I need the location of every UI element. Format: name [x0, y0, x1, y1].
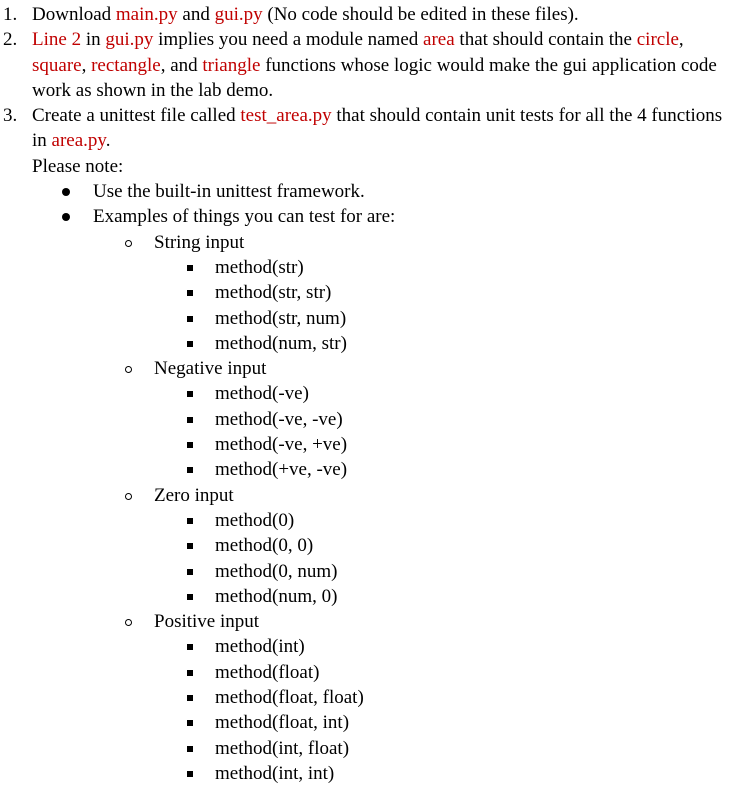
leaf-item: [0, 280, 743, 305]
square-bullet-icon: [187, 746, 193, 752]
leaf-text: method(int, int): [215, 762, 335, 784]
leaf-item: [0, 306, 743, 331]
leaf-item: [0, 710, 743, 735]
bullet-dot-icon: [62, 188, 70, 196]
sub-item-heading: [0, 230, 743, 255]
leaf-item: [0, 381, 743, 406]
highlighted-term: main.py: [115, 4, 178, 25]
bullet-list: [0, 179, 743, 786]
sub-item-heading: [0, 609, 743, 634]
sub-list: [93, 230, 743, 787]
leaf-text: method(float, float): [215, 687, 364, 709]
square-bullet-icon: [187, 771, 193, 777]
square-bullet-icon: [187, 594, 193, 600]
square-bullet-icon: [187, 518, 193, 524]
circle-bullet-icon: [125, 366, 132, 373]
leaf-text: method(-ve, -ve): [215, 408, 343, 430]
numbered-item: [0, 2, 743, 27]
square-bullet-icon: [187, 543, 193, 549]
leaf-text: method(-ve, +ve): [215, 434, 348, 456]
sub-item: [93, 609, 743, 786]
square-bullet-icon: [187, 442, 193, 448]
circle-bullet-icon: [125, 493, 132, 500]
leaf-list: [93, 508, 743, 609]
leaf-item: [0, 331, 743, 356]
sub-item: [93, 483, 743, 609]
square-bullet-icon: [187, 417, 193, 423]
leaf-text: method(float): [215, 661, 320, 683]
item-text: Download: [32, 4, 116, 25]
item-text: ,: [678, 29, 684, 51]
leaf-text: method(0): [215, 509, 295, 531]
sub-item: [93, 230, 743, 356]
sub-item-heading: [0, 356, 743, 381]
numbered-item: [0, 103, 743, 154]
square-bullet-icon: [187, 467, 193, 473]
sub-item-heading: [0, 483, 743, 508]
circle-bullet-icon: [125, 619, 132, 626]
numbered-item: [0, 27, 743, 103]
item-text: that should contain unit tests for all the 4 functions in: [32, 105, 723, 152]
leaf-text: method(int): [215, 636, 305, 658]
leaf-list: [93, 255, 743, 356]
leaf-item: [0, 508, 743, 533]
highlighted-term: gui.py: [214, 4, 263, 25]
leaf-item: [0, 660, 743, 685]
leaf-text: method(int, float): [215, 737, 350, 759]
sub-item-title: String input: [154, 231, 245, 253]
item-text: implies you need a module named: [153, 29, 424, 51]
numbered-list: [0, 2, 743, 154]
item-number: 2.: [3, 29, 18, 51]
note-label: Please note:: [32, 155, 124, 177]
square-bullet-icon: [187, 265, 193, 271]
highlighted-term: Line 2: [32, 29, 82, 51]
highlighted-term: circle: [636, 29, 679, 51]
leaf-list: [93, 381, 743, 482]
item-text: , and: [160, 54, 203, 76]
bullet-item: [0, 204, 743, 786]
highlighted-term: triangle: [202, 54, 261, 76]
highlighted-term: area: [423, 29, 455, 51]
leaf-item: [0, 559, 743, 584]
square-bullet-icon: [187, 644, 193, 650]
item-text: functions whose logic would make the gui application code work as shown in the lab demo.: [32, 54, 717, 101]
leaf-text: method(str, num): [215, 307, 347, 329]
item-text: ,: [81, 54, 92, 76]
leaf-item: [0, 457, 743, 482]
square-bullet-icon: [187, 670, 193, 676]
leaf-item: [0, 584, 743, 609]
sub-item-title: Positive input: [154, 611, 260, 633]
leaf-text: method(num, str): [215, 332, 347, 354]
square-bullet-icon: [187, 341, 193, 347]
square-bullet-icon: [187, 391, 193, 397]
square-bullet-icon: [187, 316, 193, 322]
leaf-item: [0, 761, 743, 786]
item-text: (No code should be edited in these files).: [262, 4, 579, 25]
square-bullet-icon: [187, 695, 193, 701]
bullet-dot-icon: [62, 213, 70, 221]
leaf-item: [0, 685, 743, 710]
highlighted-term: square: [32, 54, 82, 76]
leaf-item: [0, 634, 743, 659]
sub-item: [93, 356, 743, 482]
leaf-text: method(str, str): [215, 282, 332, 304]
bullet-item: [0, 179, 743, 204]
bullet-text: Use the built-in unittest framework.: [93, 181, 365, 203]
item-text: that should contain the: [454, 29, 637, 51]
leaf-item: [0, 736, 743, 761]
square-bullet-icon: [187, 720, 193, 726]
leaf-item: [0, 533, 743, 558]
leaf-item: [0, 255, 743, 280]
leaf-text: method(0, 0): [215, 535, 314, 557]
item-text: and: [177, 4, 215, 25]
circle-bullet-icon: [125, 240, 132, 247]
leaf-text: method(float, int): [215, 712, 350, 734]
leaf-text: method(num, 0): [215, 585, 338, 607]
leaf-item: [0, 407, 743, 432]
sub-item-title: Zero input: [154, 484, 234, 506]
item-text: .: [105, 130, 111, 152]
leaf-list: [93, 634, 743, 786]
highlighted-term: area.py: [51, 130, 106, 152]
highlighted-term: test_area.py: [240, 105, 332, 127]
item-number: 1.: [3, 4, 18, 25]
leaf-text: method(0, num): [215, 560, 338, 582]
sub-item-title: Negative input: [154, 358, 267, 380]
leaf-item: [0, 432, 743, 457]
item-text: Create a unittest file called: [32, 105, 241, 127]
bullet-text: Examples of things you can test for are:: [93, 206, 396, 228]
highlighted-term: rectangle: [91, 54, 161, 76]
highlighted-term: gui.py: [105, 29, 154, 51]
leaf-text: method(str): [215, 256, 304, 278]
item-text: in: [81, 29, 106, 51]
square-bullet-icon: [187, 290, 193, 296]
item-number: 3.: [3, 105, 18, 127]
leaf-text: method(+ve, -ve): [215, 459, 348, 481]
square-bullet-icon: [187, 569, 193, 575]
leaf-text: method(-ve): [215, 383, 309, 405]
